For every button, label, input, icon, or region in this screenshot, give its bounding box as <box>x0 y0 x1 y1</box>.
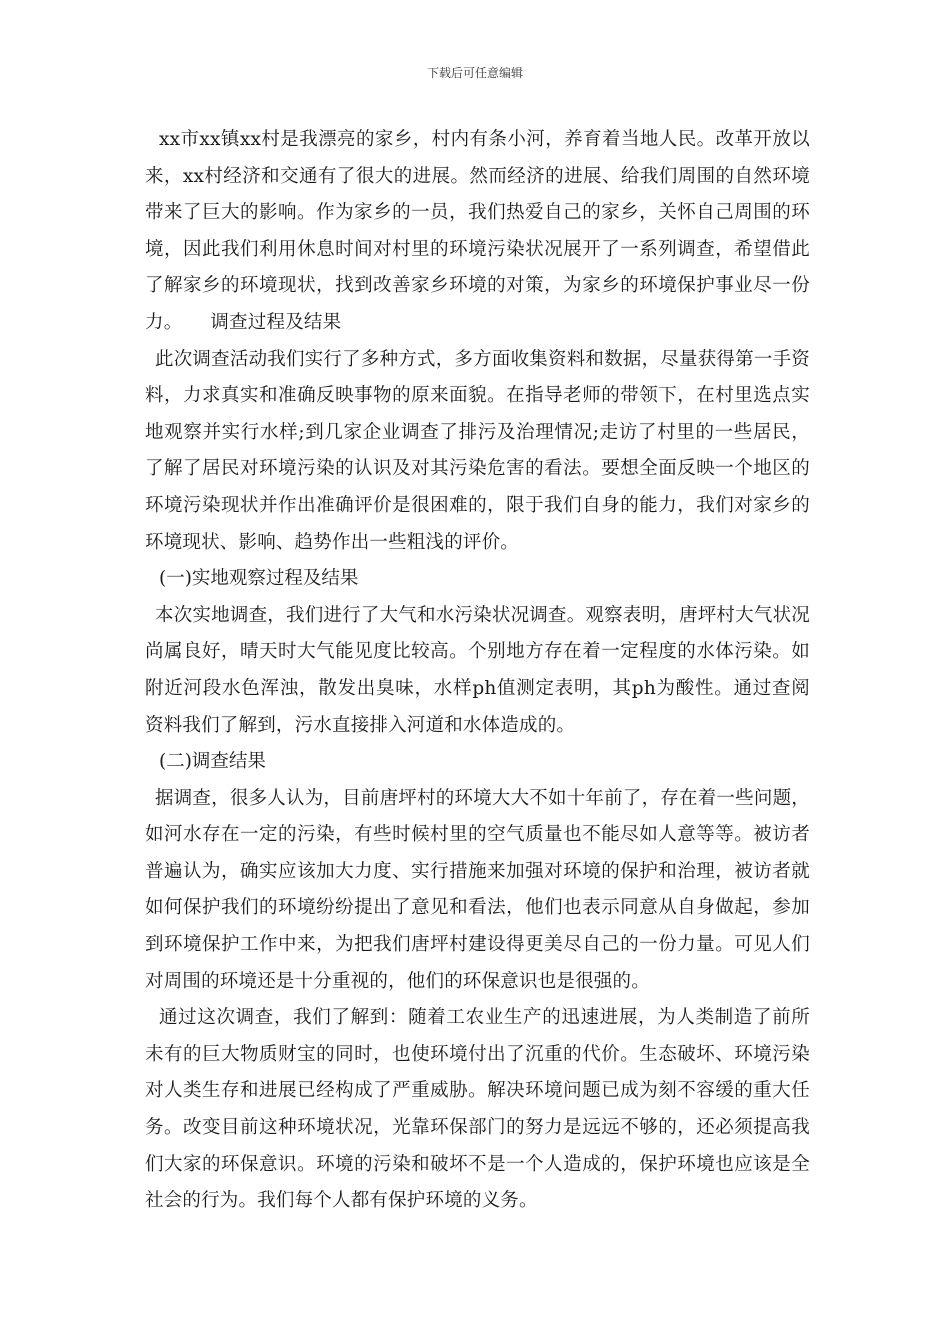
paragraph-intro-text: xx市xx镇xx村是我漂亮的家乡，村内有条小河，养育着当地人民。改革开放以来，xx村经济和交通有了很大的进展。然而经济的进展、给我们周围的自然环境带来了巨大的影响。作为家乡的一员，我们热爱自己的家乡，关怀自己周围的环境，因此我们利用休息时间对村里的环境污染状况展开了一系列调查，希望借此了解家乡的环境现状，找到改善家乡环境的对策，为家乡的环境保护事业尽一份力。 <box>145 129 810 333</box>
paragraph-intro <box>145 122 810 342</box>
paragraph-observation: 本次实地调查，我们进行了大气和水污染状况调查。观察表明，唐坪村大气状况尚属良好，晴天时大气能见度比较高。个别地方存在着一定程度的水体污染。如附近河段水色浑浊，散发出臭味，水样ph值测定表明，其ph为酸性。通过查阅资料我们了解到，污水直接排入河道和水体造成的。 <box>145 604 810 736</box>
page-header: 下载后可任意编辑 <box>426 66 523 80</box>
section-heading-observation: (一)实地观察过程及结果 <box>159 568 359 590</box>
section-heading-process: 调查过程及结果 <box>210 311 342 333</box>
paragraph-conclusion: 通过这次调查，我们了解到：随着工农业生产的迅速进展，为人类制造了前所未有的巨大物质财宝的同时，也使环境付出了沉重的代价。生态破坏、环境污染对人类生存和进展已经构成了严重威胁。解决环境问题已成为刻不容缓的重大任务。改变目前这种环境状况，光靠环保部门的努力是远远不够的，还必须提高我们大家的环保意识。环境的污染和破坏不是一个人造成的，保护环境也应该是全社会的行为。我们每个人都有保护环境的义务。 <box>145 1007 810 1212</box>
section-heading-results: (二)调查结果 <box>159 751 266 773</box>
paragraph-methods: 此次调查活动我们实行了多种方式，多方面收集资料和数据，尽量获得第一手资料，力求真实和准确反映事物的原来面貌。在指导老师的带领下，在村里选点实地观察并实行水样;到几家企业调查了排污及治理情况;走访了村里的一些居民，了解了居民对环境污染的认识及对其污染危害的看法。要想全面反映一个地区的环境污染现状并作出准确评价是很困难的，限于我们自身的能力，我们对家乡的环境现状、影响、趋势作出一些粗浅的评价。 <box>145 348 810 553</box>
paragraph-results: 据调查，很多人认为，目前唐坪村的环境大大不如十年前了，存在着一些问题，如河水存在一定的污染，有些时候村里的空气质量也不能尽如人意等等。被访者普遍认为，确实应该加大力度、实行措施来加强对环境的保护和治理，被访者就如何保护我们的环境纷纷提出了意见和看法，他们也表示同意从自身做起，参加到环境保护工作中来，为把我们唐坪村建设得更美尽自己的一份力量。可见人们对周围的环境还是十分重视的，他们的环保意识也是很强的。 <box>145 787 810 992</box>
document-body <box>145 122 810 1220</box>
